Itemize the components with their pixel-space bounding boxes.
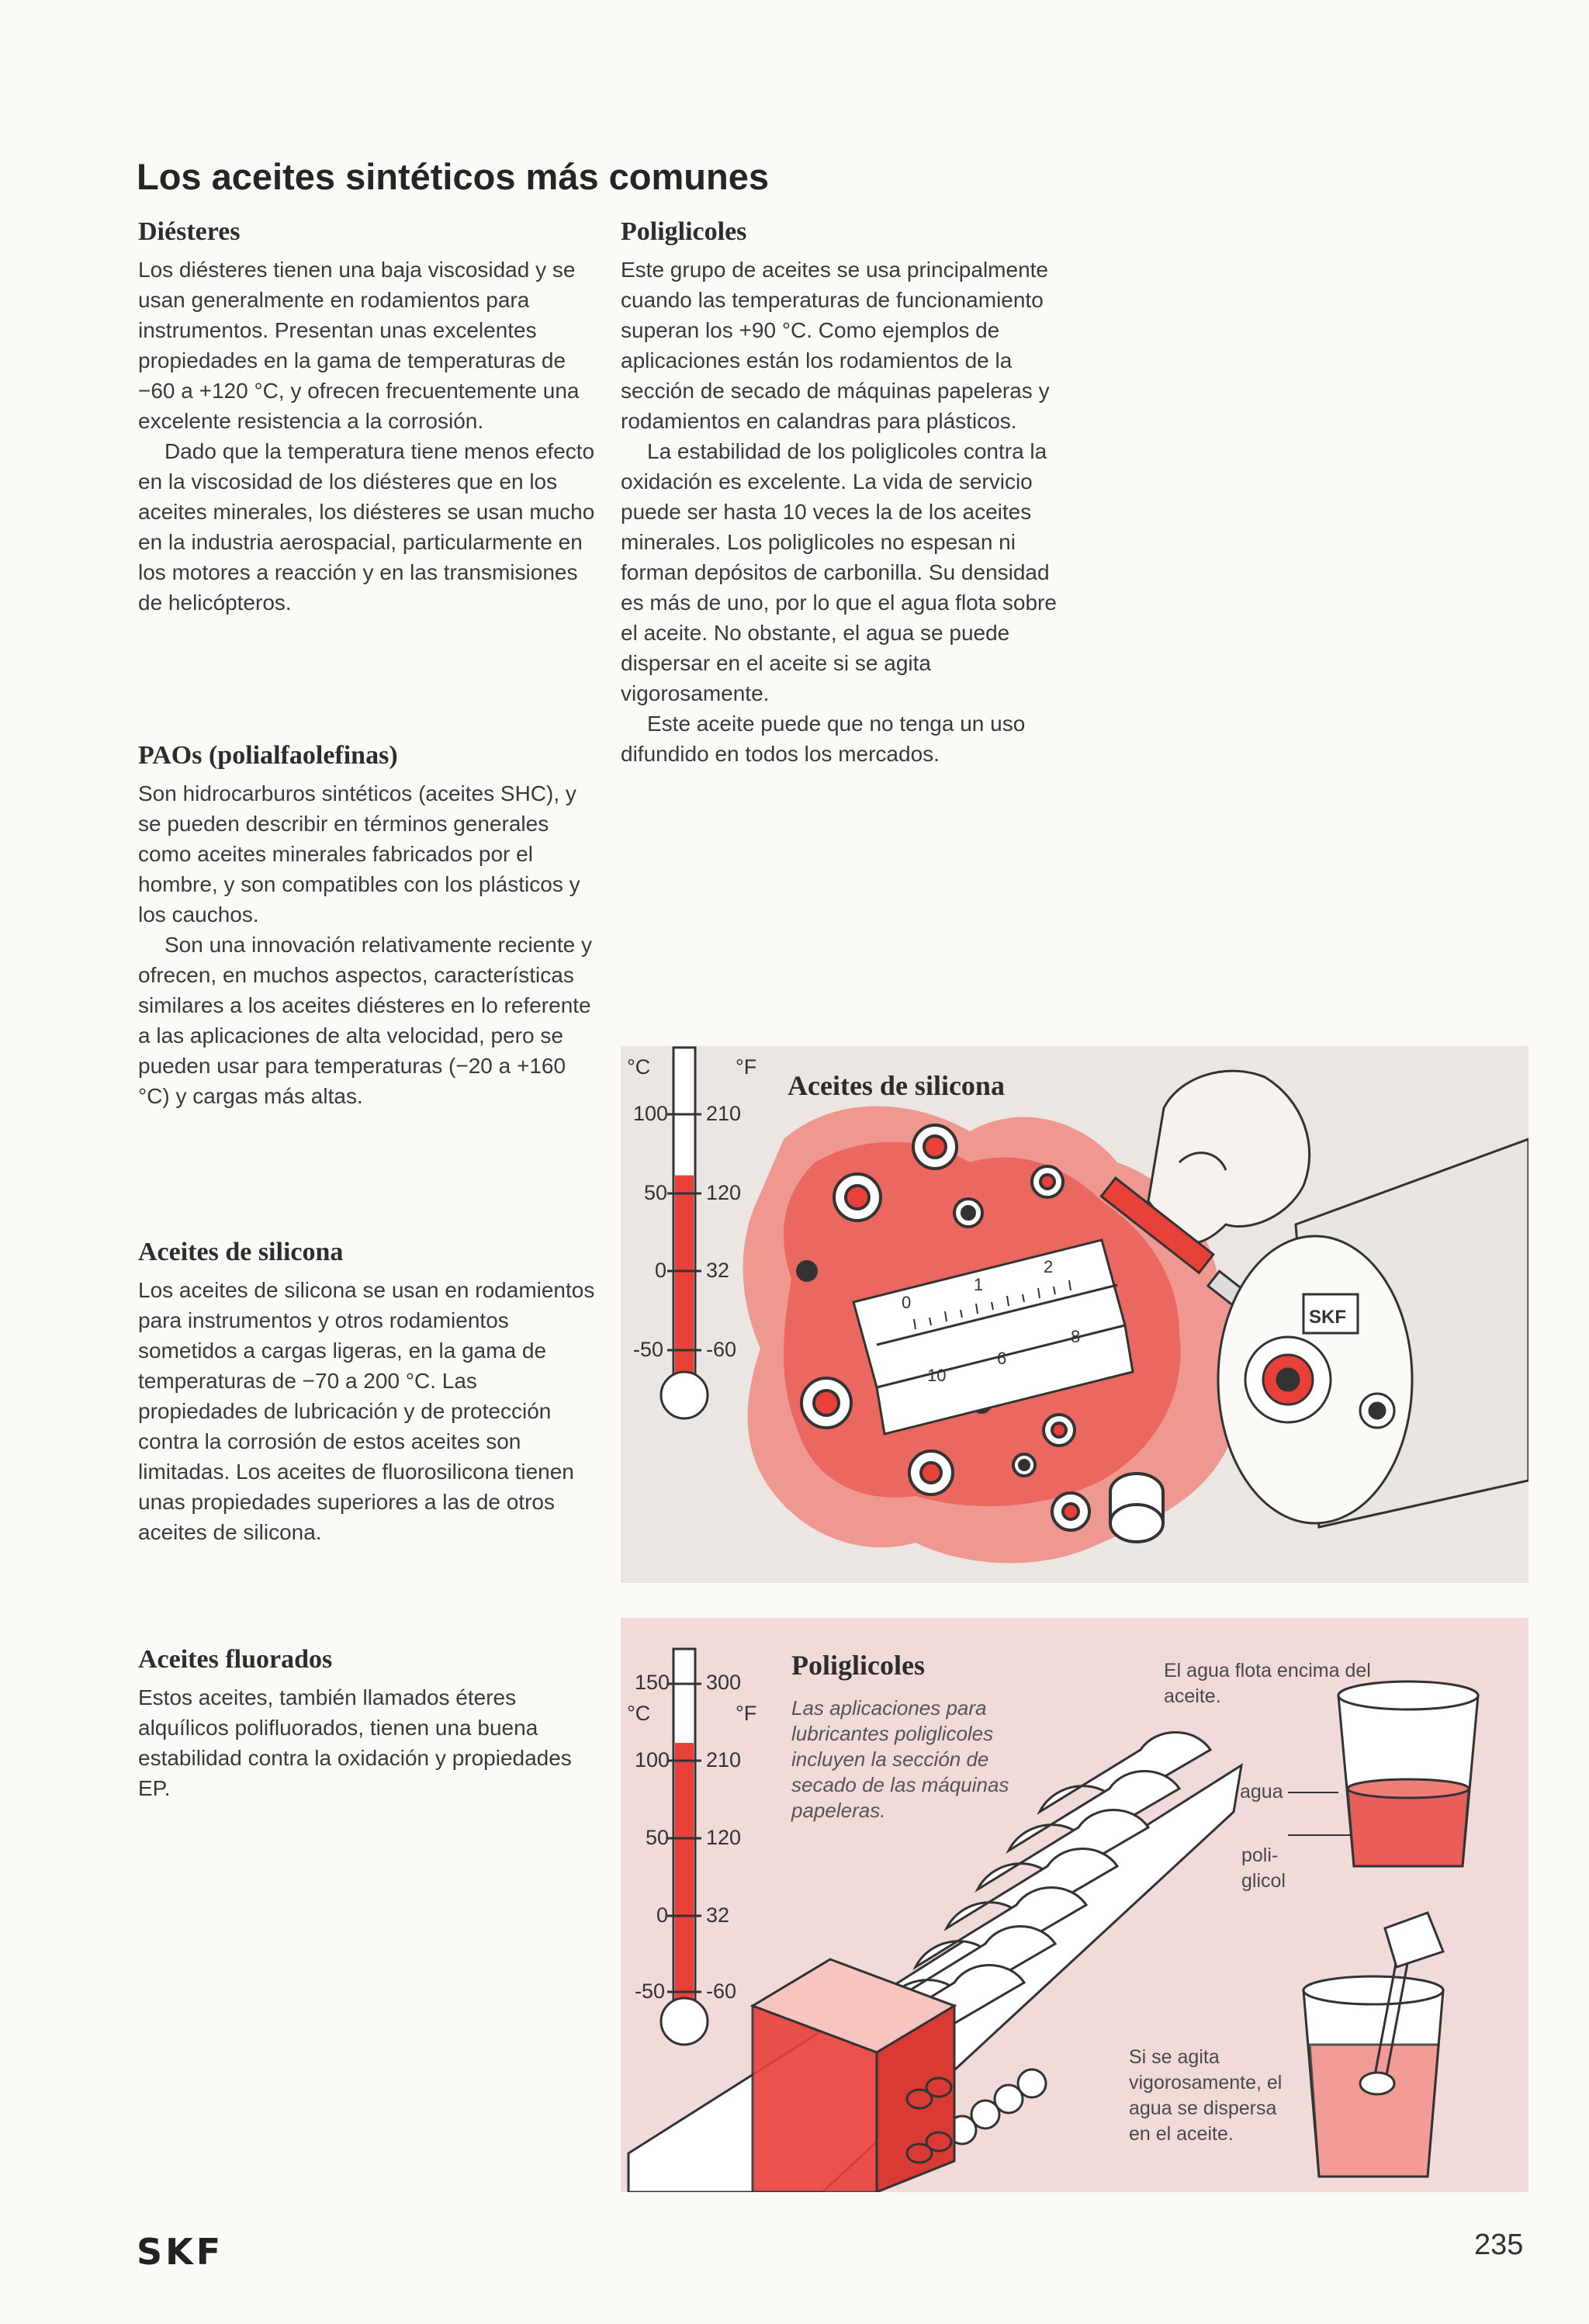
page-title: Los aceites sintéticos más comunes [137, 156, 769, 197]
tick-c: 50 [646, 1826, 670, 1849]
section-heading: Aceites fluorados [138, 1645, 333, 1674]
label-polyglycol: poli- glicol [1241, 1844, 1286, 1892]
tick-f: 210 [706, 1102, 742, 1125]
tick-c: -50 [633, 1338, 664, 1361]
paragraph: Dado que la temperatura tiene menos efecto en la viscosidad de los diésteres que en los aceites minerales, los diésteres se usan mucho en la industria aerospacial, particularmente en los motores a reacción y en las transmisiones de helicópteros. [138, 439, 595, 615]
poliglicoles-illustration [621, 1618, 1528, 2192]
section-fluorados [138, 1645, 596, 1803]
beaker-icon [1303, 1913, 1443, 2177]
paragraph: Son una innovación relativamente reciente y ofrecen, en muchos aspectos, características similares a los aceites diésteres en lo referente a las aplicaciones de alta velocidad, pero se pueden usar para temperaturas (−20 a +160 °C) y cargas más altas. [138, 933, 593, 1108]
tick-f: 32 [706, 1903, 730, 1927]
tick-f: 300 [706, 1671, 742, 1694]
ruler-label: 6 [997, 1349, 1007, 1368]
unit-celsius: °C [627, 1702, 651, 1725]
tick-f: -60 [706, 1979, 737, 2003]
nameplate-label: SKF [1309, 1307, 1346, 1328]
figure-silicona [621, 1046, 1528, 1583]
silicona-illustration [621, 1046, 1528, 1583]
tick-c: 100 [633, 1102, 669, 1125]
tick-c: 0 [655, 1259, 667, 1282]
section-heading: PAOs (polialfaolefinas) [138, 741, 398, 770]
unit-fahrenheit: °F [736, 1055, 757, 1079]
paragraph: Este aceite puede que no tenga un uso difundido en todos los mercados. [621, 712, 1026, 766]
tick-f: 120 [706, 1181, 742, 1204]
section-diesteres [138, 217, 596, 618]
note-agitated: Si se agita vigorosamente, el agua se dispersa en el aceite. [1129, 2046, 1283, 2145]
figure-title: Poliglicoles [791, 1650, 925, 1681]
ruler-label: 0 [902, 1293, 912, 1312]
page-number: 235 [1474, 2229, 1524, 2261]
tick-c: 50 [644, 1181, 668, 1204]
ruler-label: 8 [1071, 1327, 1081, 1346]
note-water-floats: El agua flota encima del aceite. [1164, 1660, 1371, 1707]
skf-logo: SKF [137, 2231, 224, 2273]
unit-fahrenheit: °F [736, 1702, 757, 1725]
figure-title: Aceites de silicona [788, 1070, 1005, 1101]
tick-f: 210 [706, 1748, 742, 1772]
tick-f: 32 [706, 1259, 730, 1282]
paragraph: Estos aceites, también llamados éteres alquílicos polifluorados, tienen una buena estabilidad contra la oxidación y propiedades EP. [138, 1685, 572, 1800]
paragraph: Los diésteres tienen una baja viscosidad y se usan generalmente en rodamientos para instrumentos. Presentan unas excelentes propiedades en la gama de temperaturas de −60 a +120 °C, y ofrecen frecuentemente una excelente resistencia a la corrosión. [138, 258, 580, 433]
section-heading: Aceites de silicona [138, 1238, 344, 1266]
ruler-label: 2 [1044, 1257, 1054, 1276]
tick-c: 150 [635, 1671, 670, 1694]
section-heading: Diésteres [138, 217, 241, 246]
section-heading: Poliglicoles [621, 217, 747, 246]
paragraph: Son hidrocarburos sintéticos (aceites SHC), y se pueden describir en términos generales como aceites minerales fabricados por el hombre, y son compatibles con los plásticos y los cauchos. [138, 781, 580, 926]
figure-poliglicoles [621, 1618, 1528, 2192]
tick-c: -50 [635, 1979, 666, 2003]
tick-f: -60 [706, 1338, 737, 1361]
paragraph: Este grupo de aceites se usa principalmente cuando las temperaturas de funcionamiento superan los +90 °C. Como ejemplos de aplicaciones están los rodamientos de la sección de secado de máquinas papeleras y rodamientos en calandras para plásticos. [621, 258, 1050, 433]
paragraph: La estabilidad de los poliglicoles contra la oxidación es excelente. La vida de servicio puede ser hasta 10 veces la de los aceites minerales. Los poliglicoles no espesan ni forman depósitos de carbonilla. Su densidad es más de uno, por lo que el agua flota sobre el aceite. No obstante, el agua se puede dispersar en el aceite si se agita vigorosamente. [621, 439, 1057, 705]
label-water: agua [1240, 1781, 1283, 1803]
dryer-box-icon [753, 1959, 954, 2192]
unit-celsius: °C [627, 1055, 651, 1079]
figure-caption: Las aplicaciones para lubricantes poliglicoles incluyen la sección de secado de las máquinas papeleras. [791, 1696, 1009, 1822]
tick-f: 120 [706, 1826, 742, 1849]
ruler-label: 10 [927, 1366, 947, 1385]
section-silicona [138, 1238, 596, 1547]
tick-c: 100 [635, 1748, 670, 1772]
tick-c: 0 [656, 1903, 669, 1927]
section-poliglicoles [621, 217, 1071, 769]
paragraph: Los aceites de silicona se usan en rodamientos para instrumentos y otros rodamientos sometidos a cargas ligeras, en la gama de temperaturas de −70 a 200 °C. Las propiedades de lubricación y de protección contra la corrosión de estos aceites son limitadas. Los aceites de fluorosilicona tienen unas propiedades superiores a las de otros aceites de silicona. [138, 1278, 595, 1544]
section-paos [138, 741, 596, 1111]
ruler-label: 1 [974, 1275, 984, 1294]
